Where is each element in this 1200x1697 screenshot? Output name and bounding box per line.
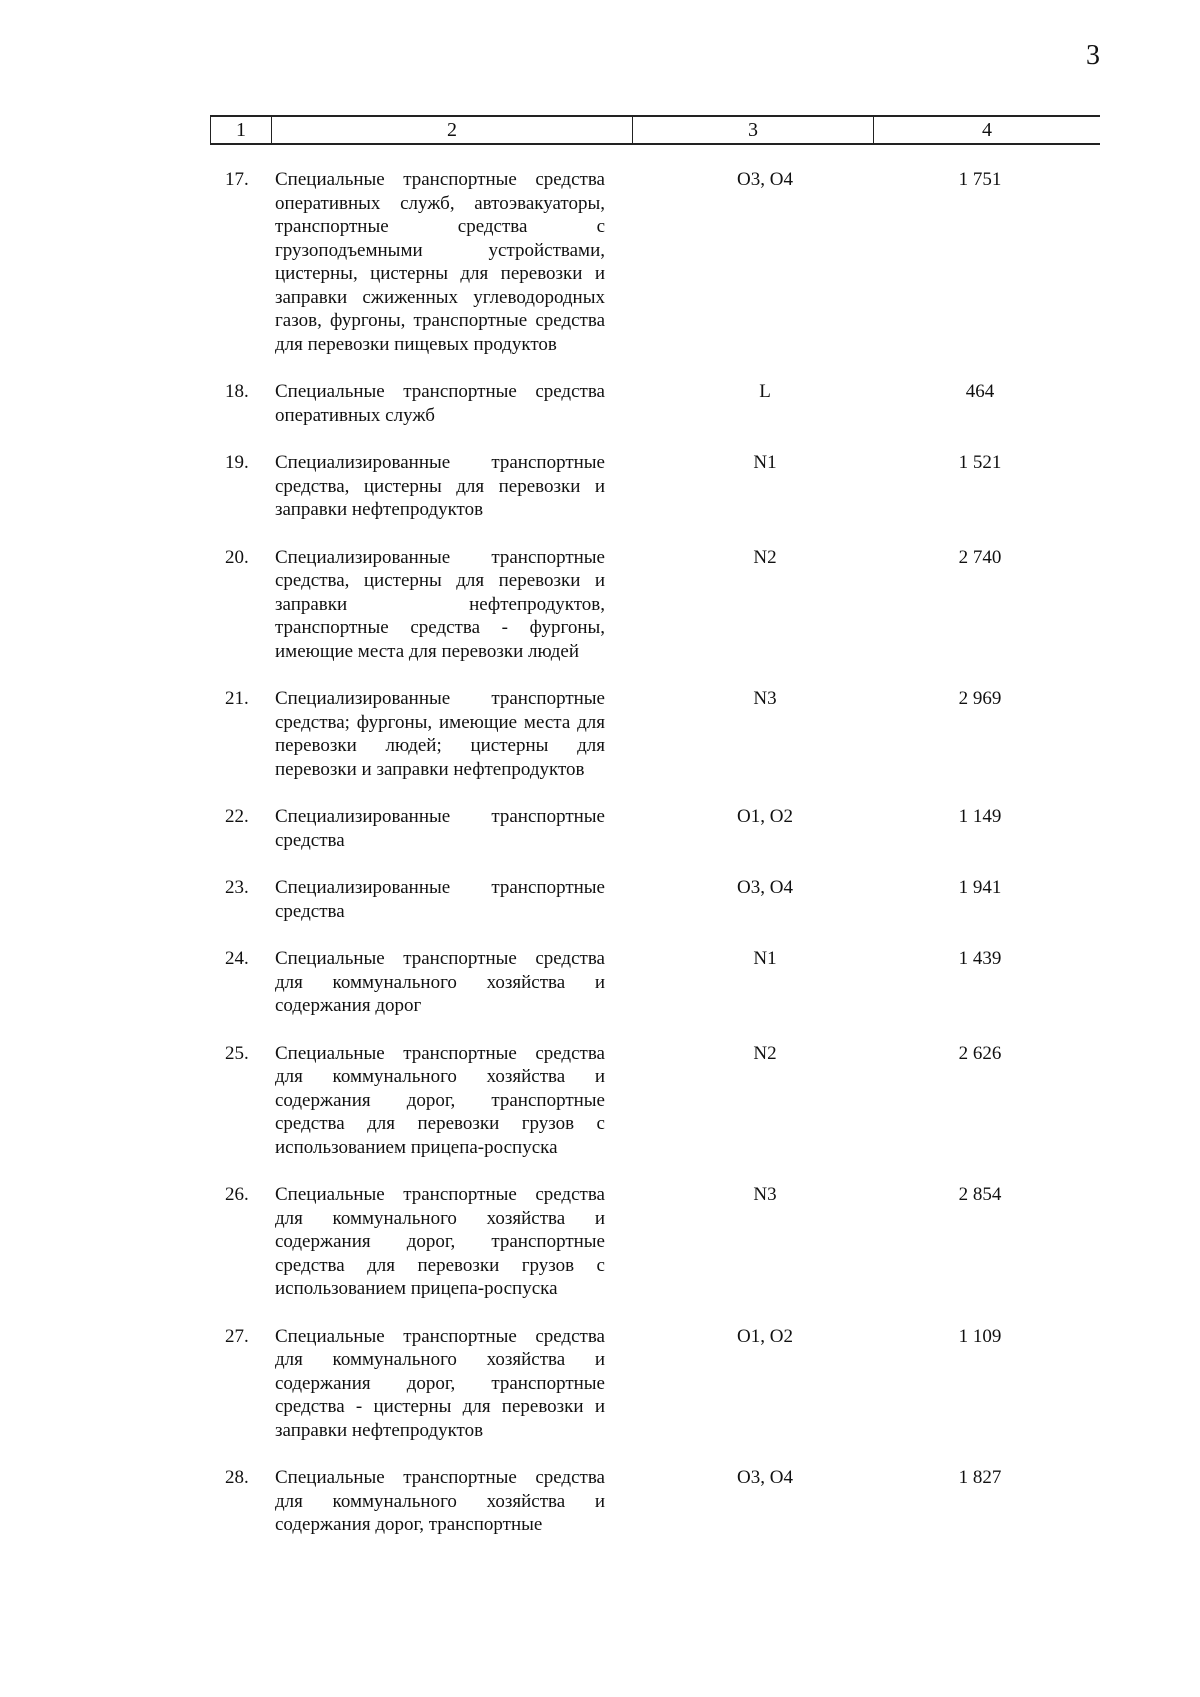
row-description: Специализированные транспортные средства, цистерны для перевозки и заправки нефтепродуктов, транспортные средства - фургоны, имеющие места для перевозки людей <box>275 546 605 662</box>
row-description: Специальные транспортные средства для коммунального хозяйства и содержания дорог, транспортные средства для перевозки грузов с использованием прицепа-роспуска <box>275 1184 605 1299</box>
column-header-row <box>211 116 1101 144</box>
table-row <box>210 546 1098 664</box>
row-number: 18. <box>225 381 249 402</box>
table-row <box>210 168 1098 356</box>
column-header-1: 1 <box>211 116 272 144</box>
page-number: 3 <box>1086 40 1100 71</box>
row-description: Специализированные транспортные средства, цистерны для перевозки и заправки нефтепродуктов <box>275 452 605 520</box>
row-number: 19. <box>225 452 249 473</box>
row-number: 28. <box>225 1467 249 1488</box>
row-value: 464 <box>965 381 995 402</box>
row-description: Специальные транспортные средства оперативных служб, автоэвакуаторы, транспортные средства с грузоподъемными устройствами, цистерны, цистерны для перевозки и заправки сжиженных углеводородных газов, фургоны, транспортные средства для перевозки пищевых продуктов <box>275 169 605 355</box>
row-number: 26. <box>225 1184 249 1205</box>
row-category: N1 <box>753 948 777 969</box>
row-value: 1 109 <box>958 1325 1002 1347</box>
table-row <box>210 451 1098 522</box>
row-value: 1 439 <box>958 948 1002 969</box>
row-value: 2 854 <box>958 1184 1002 1205</box>
table-row <box>210 1042 1098 1160</box>
row-value: 1 941 <box>958 877 1002 898</box>
row-number: 24. <box>225 948 249 969</box>
row-category: O1, O2 <box>737 806 793 827</box>
row-value: 1 751 <box>958 169 1002 190</box>
row-description: Специальные транспортные средства для коммунального хозяйства и содержания дорог, транспортные <box>275 1467 605 1535</box>
row-category: O1, O2 <box>737 1325 793 1347</box>
row-number: 27. <box>225 1325 249 1347</box>
row-value: 1 149 <box>958 806 1002 827</box>
row-description: Специализированные транспортные средства <box>275 877 605 922</box>
column-header-4: 4 <box>874 116 1101 144</box>
row-description: Специальные транспортные средства для коммунального хозяйства и содержания дорог, транспортные средства - цистерны для перевозки и заправки нефтепродуктов <box>275 1325 605 1441</box>
row-number: 25. <box>225 1042 249 1064</box>
row-category: O3, O4 <box>737 1467 793 1488</box>
table-row <box>210 876 1098 923</box>
row-description: Специализированные транспортные средства; фургоны, имеющие места для перевозки людей; цистерны для перевозки и заправки нефтепродуктов <box>275 688 605 780</box>
row-category: N1 <box>753 452 777 473</box>
column-header-table <box>210 115 1100 145</box>
row-value: 1 521 <box>958 452 1002 473</box>
table-row <box>210 947 1098 1018</box>
table-row <box>210 1183 1098 1301</box>
row-number: 21. <box>225 688 249 709</box>
row-category: N2 <box>753 546 777 568</box>
table-row <box>210 805 1098 852</box>
row-category: N3 <box>753 688 777 709</box>
row-category: O3, O4 <box>737 169 793 190</box>
column-header-2: 2 <box>272 116 633 144</box>
row-description: Специальные транспортные средства для коммунального хозяйства и содержания дорог, транспортные средства для перевозки грузов с использованием прицепа-роспуска <box>275 1042 605 1158</box>
row-category: L <box>759 381 771 402</box>
row-description: Специализированные транспортные средства <box>275 806 605 851</box>
row-number: 20. <box>225 546 249 568</box>
table-row <box>210 380 1098 427</box>
row-value: 2 969 <box>958 688 1002 709</box>
row-value: 2 626 <box>958 1042 1002 1064</box>
row-category: O3, O4 <box>737 877 793 898</box>
row-description: Специальные транспортные средства для коммунального хозяйства и содержания дорог <box>275 948 605 1016</box>
row-value: 1 827 <box>958 1467 1002 1488</box>
row-number: 22. <box>225 806 249 827</box>
column-header-3: 3 <box>633 116 874 144</box>
row-value: 2 740 <box>958 546 1002 568</box>
table-body <box>210 168 1098 1561</box>
table-row <box>210 1466 1098 1537</box>
row-description: Специальные транспортные средства оперативных служб <box>275 381 605 426</box>
row-category: N2 <box>753 1042 777 1064</box>
row-number: 17. <box>225 169 249 190</box>
table-row <box>210 1325 1098 1443</box>
row-category: N3 <box>753 1184 777 1205</box>
row-number: 23. <box>225 877 249 898</box>
table-row <box>210 687 1098 781</box>
